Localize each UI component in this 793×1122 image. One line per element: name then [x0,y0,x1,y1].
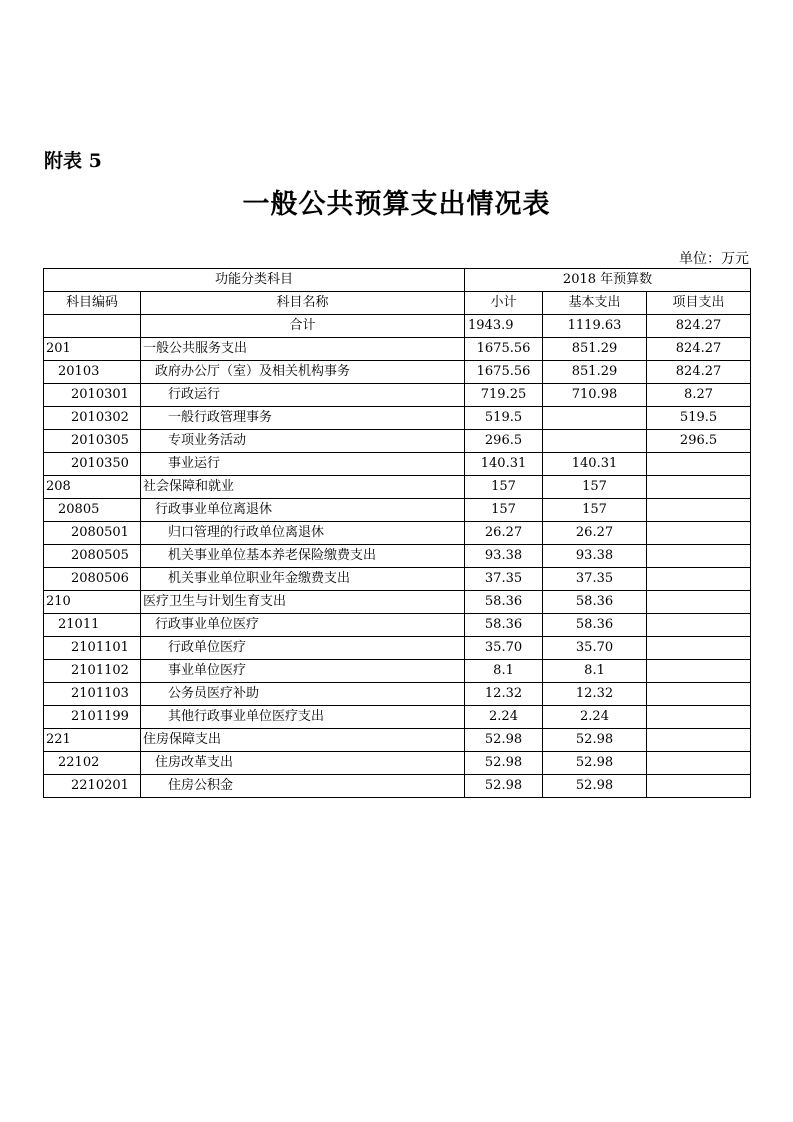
subtotal-cell: 93.38 [465,545,543,568]
table-row [44,706,751,729]
name-cell: 机关事业单位基本养老保险缴费支出 [141,545,465,568]
code-cell: 210 [44,591,141,614]
project-cell [647,637,751,660]
project-cell [647,729,751,752]
name-cell: 公务员医疗补助 [141,683,465,706]
basic-cell: 35.70 [543,637,647,660]
table-row [44,568,751,591]
project-cell [647,499,751,522]
header-name: 科目名称 [141,292,465,315]
name-cell: 政府办公厅（室）及相关机构事务 [141,361,465,384]
name-cell: 住房保障支出 [141,729,465,752]
basic-cell: 52.98 [543,729,647,752]
total-row [44,315,751,338]
total-project: 824.27 [647,315,751,338]
table-row [44,522,751,545]
code-cell: 2101103 [44,683,141,706]
basic-cell: 93.38 [543,545,647,568]
table-row [44,338,751,361]
basic-cell [543,407,647,430]
table-row [44,614,751,637]
header-code: 科目编码 [44,292,141,315]
code-cell: 208 [44,476,141,499]
annex-label: 附表 5 [44,150,102,172]
table-row [44,637,751,660]
subtotal-cell: 1675.56 [465,338,543,361]
table-row [44,729,751,752]
table-row [44,476,751,499]
basic-cell: 26.27 [543,522,647,545]
header-project: 项目支出 [647,292,751,315]
code-cell: 2101102 [44,660,141,683]
table-row [44,384,751,407]
header-subtotal: 小计 [465,292,543,315]
subtotal-cell: 52.98 [465,752,543,775]
name-cell: 住房改革支出 [141,752,465,775]
name-cell: 一般公共服务支出 [141,338,465,361]
subtotal-cell: 35.70 [465,637,543,660]
project-cell: 8.27 [647,384,751,407]
name-cell: 一般行政管理事务 [141,407,465,430]
name-cell: 事业单位医疗 [141,660,465,683]
code-cell: 21011 [44,614,141,637]
project-cell: 296.5 [647,430,751,453]
name-cell: 专项业务活动 [141,430,465,453]
subtotal-cell: 52.98 [465,729,543,752]
project-cell [647,453,751,476]
name-cell: 医疗卫生与计划生育支出 [141,591,465,614]
project-cell [647,660,751,683]
code-cell: 2080505 [44,545,141,568]
table-row [44,361,751,384]
name-cell: 其他行政事业单位医疗支出 [141,706,465,729]
basic-cell: 12.32 [543,683,647,706]
project-cell [647,545,751,568]
name-cell: 事业运行 [141,453,465,476]
subtotal-cell: 2.24 [465,706,543,729]
code-cell: 2010301 [44,384,141,407]
code-cell: 2080501 [44,522,141,545]
basic-cell: 140.31 [543,453,647,476]
name-cell: 行政事业单位离退休 [141,499,465,522]
basic-cell: 58.36 [543,591,647,614]
table-row [44,683,751,706]
code-cell: 2101101 [44,637,141,660]
subtotal-cell: 140.31 [465,453,543,476]
project-cell [647,522,751,545]
basic-cell [543,430,647,453]
header-basic: 基本支出 [543,292,647,315]
subtotal-cell: 12.32 [465,683,543,706]
table-row [44,752,751,775]
basic-cell: 157 [543,499,647,522]
name-cell: 机关事业单位职业年金缴费支出 [141,568,465,591]
basic-cell: 52.98 [543,775,647,798]
table-row [44,499,751,522]
subtotal-cell: 519.5 [465,407,543,430]
name-cell: 行政运行 [141,384,465,407]
subtotal-cell: 157 [465,499,543,522]
project-cell [647,476,751,499]
page-title: 一般公共预算支出情况表 [242,189,551,220]
code-cell: 2010302 [44,407,141,430]
header-row-group [44,269,751,292]
total-basic: 1119.63 [543,315,647,338]
subtotal-cell: 157 [465,476,543,499]
table-row [44,660,751,683]
project-cell: 824.27 [647,361,751,384]
subtotal-cell: 719.25 [465,384,543,407]
unit-label: 单位：万元 [679,251,749,267]
total-subtotal: 1943.9 [465,315,543,338]
table-row [44,430,751,453]
table-row [44,775,751,798]
project-cell: 519.5 [647,407,751,430]
name-cell: 归口管理的行政单位离退休 [141,522,465,545]
code-cell: 2010305 [44,430,141,453]
project-cell [647,591,751,614]
project-cell [647,752,751,775]
project-cell [647,683,751,706]
subtotal-cell: 58.36 [465,614,543,637]
table-row [44,453,751,476]
subtotal-cell: 1675.56 [465,361,543,384]
code-cell: 20103 [44,361,141,384]
subtotal-cell: 296.5 [465,430,543,453]
basic-cell: 851.29 [543,338,647,361]
name-cell: 行政单位医疗 [141,637,465,660]
code-cell: 2210201 [44,775,141,798]
code-cell: 201 [44,338,141,361]
project-cell [647,568,751,591]
table-row [44,591,751,614]
basic-cell: 58.36 [543,614,647,637]
basic-cell: 157 [543,476,647,499]
header-budget-group: 2018 年预算数 [465,269,751,292]
subtotal-cell: 8.1 [465,660,543,683]
project-cell [647,614,751,637]
project-cell [647,775,751,798]
total-code-cell [44,315,141,338]
basic-cell: 37.35 [543,568,647,591]
subtotal-cell: 52.98 [465,775,543,798]
code-cell: 20805 [44,499,141,522]
name-cell: 行政事业单位医疗 [141,614,465,637]
total-label: 合计 [141,315,465,338]
basic-cell: 8.1 [543,660,647,683]
basic-cell: 52.98 [543,752,647,775]
table-row [44,407,751,430]
project-cell: 824.27 [647,338,751,361]
project-cell [647,706,751,729]
table-row [44,545,751,568]
basic-cell: 851.29 [543,361,647,384]
basic-cell: 2.24 [543,706,647,729]
name-cell: 住房公积金 [141,775,465,798]
header-functional-group: 功能分类科目 [44,269,465,292]
subtotal-cell: 37.35 [465,568,543,591]
subtotal-cell: 58.36 [465,591,543,614]
code-cell: 22102 [44,752,141,775]
basic-cell: 710.98 [543,384,647,407]
code-cell: 2080506 [44,568,141,591]
budget-table [43,268,751,798]
code-cell: 221 [44,729,141,752]
subtotal-cell: 26.27 [465,522,543,545]
code-cell: 2010350 [44,453,141,476]
code-cell: 2101199 [44,706,141,729]
header-row-columns [44,292,751,315]
name-cell: 社会保障和就业 [141,476,465,499]
